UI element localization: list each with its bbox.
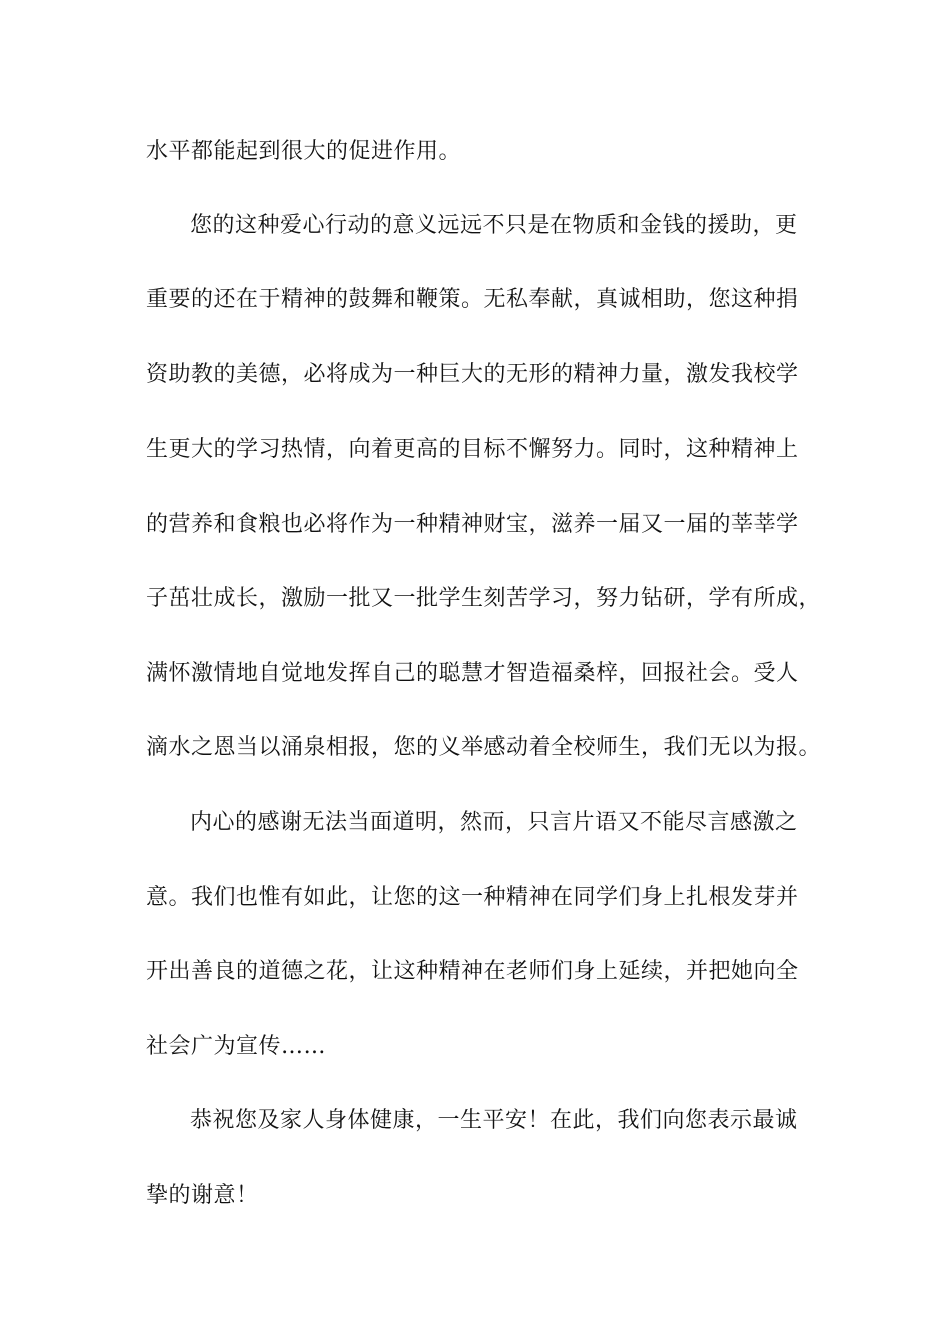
text-line: 意。我们也惟有如此，让您的这一种精神在同学们身上扎根发芽并: [146, 885, 799, 910]
text-line: 滴水之恩当以涌泉相报，您的义举感动着全校师生，我们无以为报。: [146, 735, 822, 760]
text-line: 水平都能起到很大的促进作用。: [146, 139, 462, 164]
text-line: 满怀激情地自觉地发挥自己的聪慧才智造福桑梓，回报社会。受人: [146, 661, 799, 686]
text-line: 社会广为宣传……: [146, 1034, 327, 1059]
text-line: 生更大的学习热情，向着更高的目标不懈努力。同时，这种精神上: [146, 437, 799, 462]
text-line: 重要的还在于精神的鼓舞和鞭策。无私奉献，真诚相助，您这种捐: [146, 287, 799, 312]
paragraph-start-line: 内心的感谢无法当面道明，然而，只言片语又不能尽言感激之: [190, 810, 798, 835]
text-line: 的营养和食粮也必将作为一种精神财宝，滋养一届又一届的莘莘学: [146, 512, 799, 537]
text-line: 资助教的美德，必将成为一种巨大的无形的精神力量，激发我校学: [146, 362, 799, 387]
text-line: 子茁壮成长，激励一批又一批学生刻苦学习，努力钻研，学有所成，: [146, 586, 822, 611]
text-line: 开出善良的道德之花，让这种精神在老师们身上延续，并把她向全: [146, 959, 799, 984]
paragraph-start-line: 您的这种爱心行动的意义远远不只是在物质和金钱的援助，更: [190, 213, 798, 238]
text-line: 挚的谢意！: [146, 1183, 259, 1208]
paragraph-start-line: 恭祝您及家人身体健康，一生平安！在此，我们向您表示最诚: [190, 1108, 798, 1133]
